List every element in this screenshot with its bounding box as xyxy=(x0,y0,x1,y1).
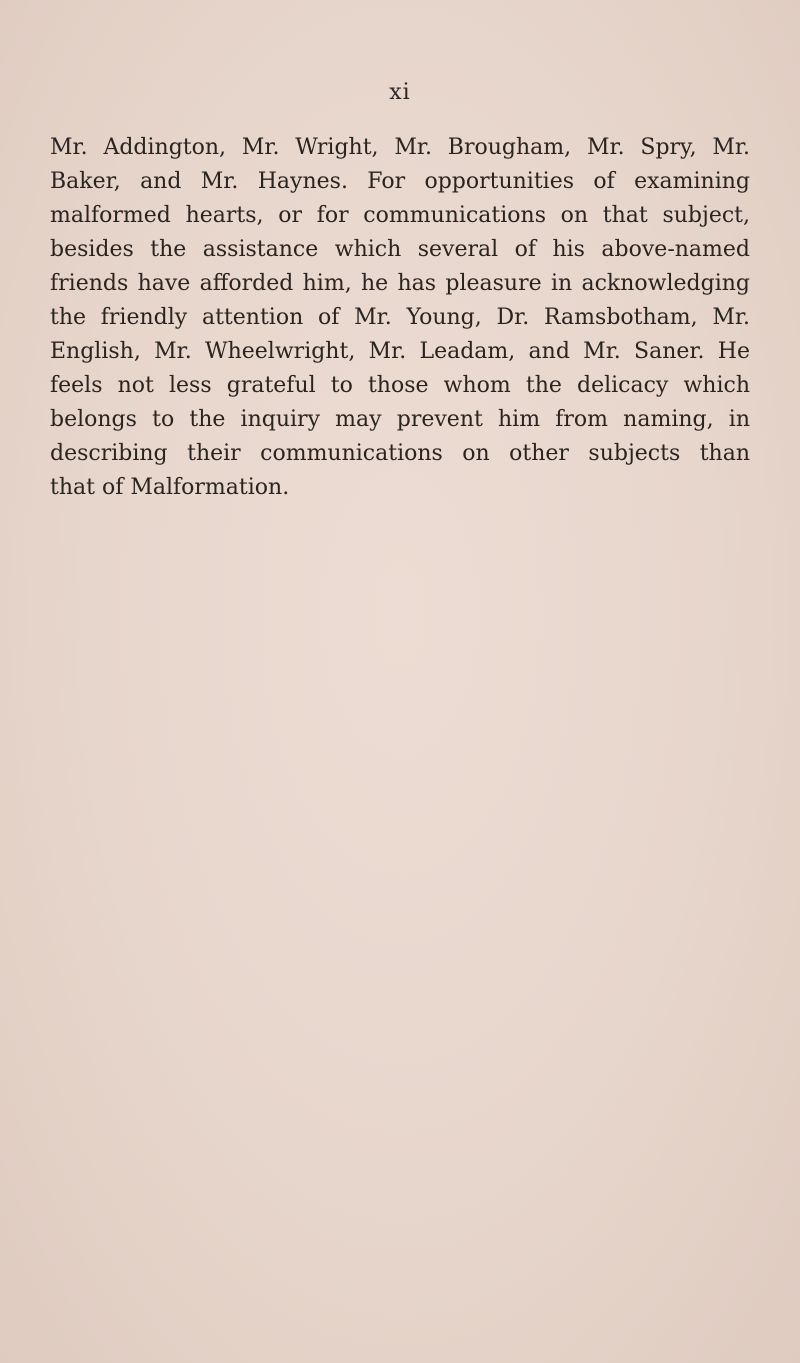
text-line: the friendly attention of Mr. Young, Dr. Ramsbotham, Mr. xyxy=(50,305,750,330)
text-line: belongs to the inquiry may prevent him from naming, in xyxy=(50,407,750,432)
text-line: English, Mr. Wheelwright, Mr. Leadam, and Mr. Saner. He xyxy=(50,339,750,364)
text-line: Mr. Addington, Mr. Wright, Mr. Brougham, Mr. Spry, Mr. xyxy=(50,135,750,160)
text-line: Baker, and Mr. Haynes. For opportunities of examining xyxy=(50,169,750,194)
text-line: malformed hearts, or for communications on that subject, xyxy=(50,203,750,228)
page-number: xi xyxy=(389,80,411,105)
text-line: that of Malformation. xyxy=(50,475,290,500)
body-paragraph xyxy=(50,131,750,505)
text-line: besides the assistance which several of his above-named xyxy=(50,237,750,262)
text-line: friends have afforded him, he has pleasure in acknowledging xyxy=(50,271,750,296)
text-line: feels not less grateful to those whom the delicacy which xyxy=(50,373,750,398)
text-line: describing their communications on other subjects than xyxy=(50,441,750,466)
